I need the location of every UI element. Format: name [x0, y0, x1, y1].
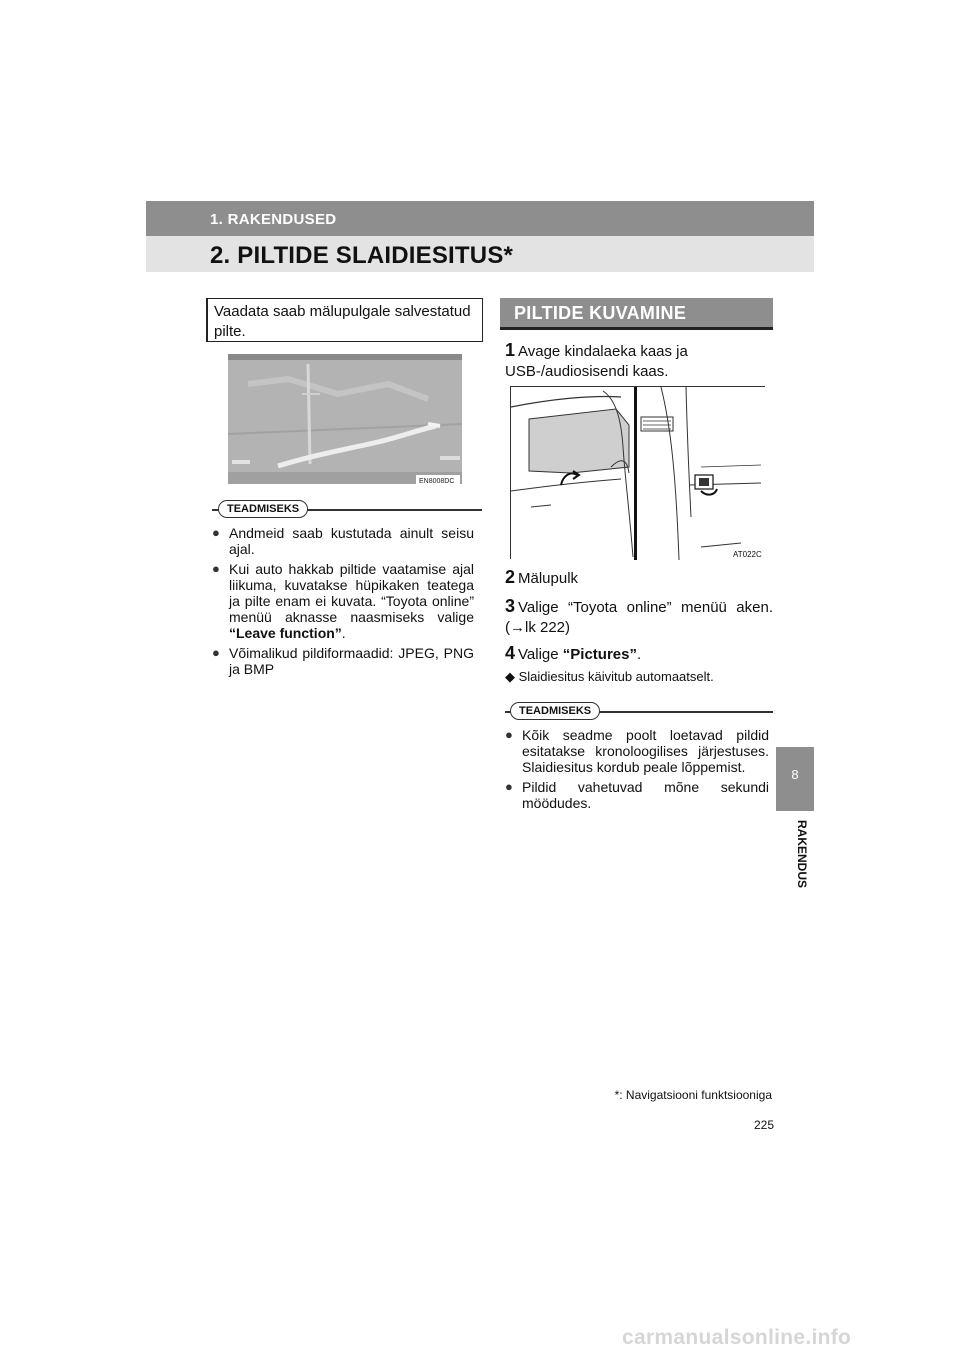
page-number: 225 [753, 1118, 774, 1132]
page-title-band [146, 236, 814, 272]
photo-code: AT022C [733, 550, 762, 559]
step-4: 4 Valige “Pictures”. [505, 643, 642, 663]
footnote: *: Navigatsiooni funktsiooniga [614, 1088, 772, 1102]
step-1: 1 Avage kindalaeka kaas ja USB-/audiosisendi kaas. [505, 340, 688, 380]
step-2: 2 Mälupulk [505, 567, 579, 587]
note-item: ● Võimalikud pildiformaadid: JPEG, PNG ja BMP [212, 645, 474, 677]
note-item: ● Kõik seadme poolt loetavad pildid esitatakse kronoloogilises järjestuses. Slaidiesitus kordub peale lõppemist. [505, 727, 769, 775]
chapter-header-band [146, 201, 814, 236]
notes-left-list [212, 525, 474, 681]
section-heading: PILTIDE KUVAMINE [500, 298, 773, 330]
notes-right-list [505, 727, 769, 815]
screen-image-code: EN8008DC [419, 478, 455, 485]
note-item: ● Kui auto hakkab piltide vaatamise ajal liikuma, kuvatakse hüpikaken teatega ja pilte enam ei kuvata. “Toyota online” menüü aknasse naasmiseks valige “Leave function”. [212, 561, 474, 641]
diamond-bullet-icon: ◆ [505, 669, 515, 684]
chapter-side-label [785, 820, 809, 900]
chapter-tab: 8 [776, 747, 814, 811]
step-3: 3 Valige “Toyota online” menüü aken. (→lk 222) [505, 596, 773, 636]
intro-box: Vaadata saab mälupulgale salvestatud pilte. [206, 298, 483, 342]
slideshow-screen-image [228, 354, 462, 484]
chapter-title: 1. RAKENDUSED [210, 211, 337, 228]
note-badge-left: TEADMISEKS [218, 500, 308, 518]
note-item: ● Andmeid saab kustutada ainult seisu ajal. [212, 525, 474, 557]
note-badge-right: TEADMISEKS [510, 702, 600, 720]
note-item: ● Pildid vahetuvad mõne sekundi möödudes. [505, 779, 769, 811]
watermark: carmanualsonline.info [622, 1326, 852, 1349]
sub-bullet: ◆ Slaidiesitus käivitub automaatselt. [505, 669, 714, 684]
page-title: 2. PILTIDE SLAIDIESITUS* [210, 242, 514, 269]
glovebox-photo [510, 386, 765, 559]
svg-text:RAKENDUS: RAKENDUS [795, 820, 809, 889]
